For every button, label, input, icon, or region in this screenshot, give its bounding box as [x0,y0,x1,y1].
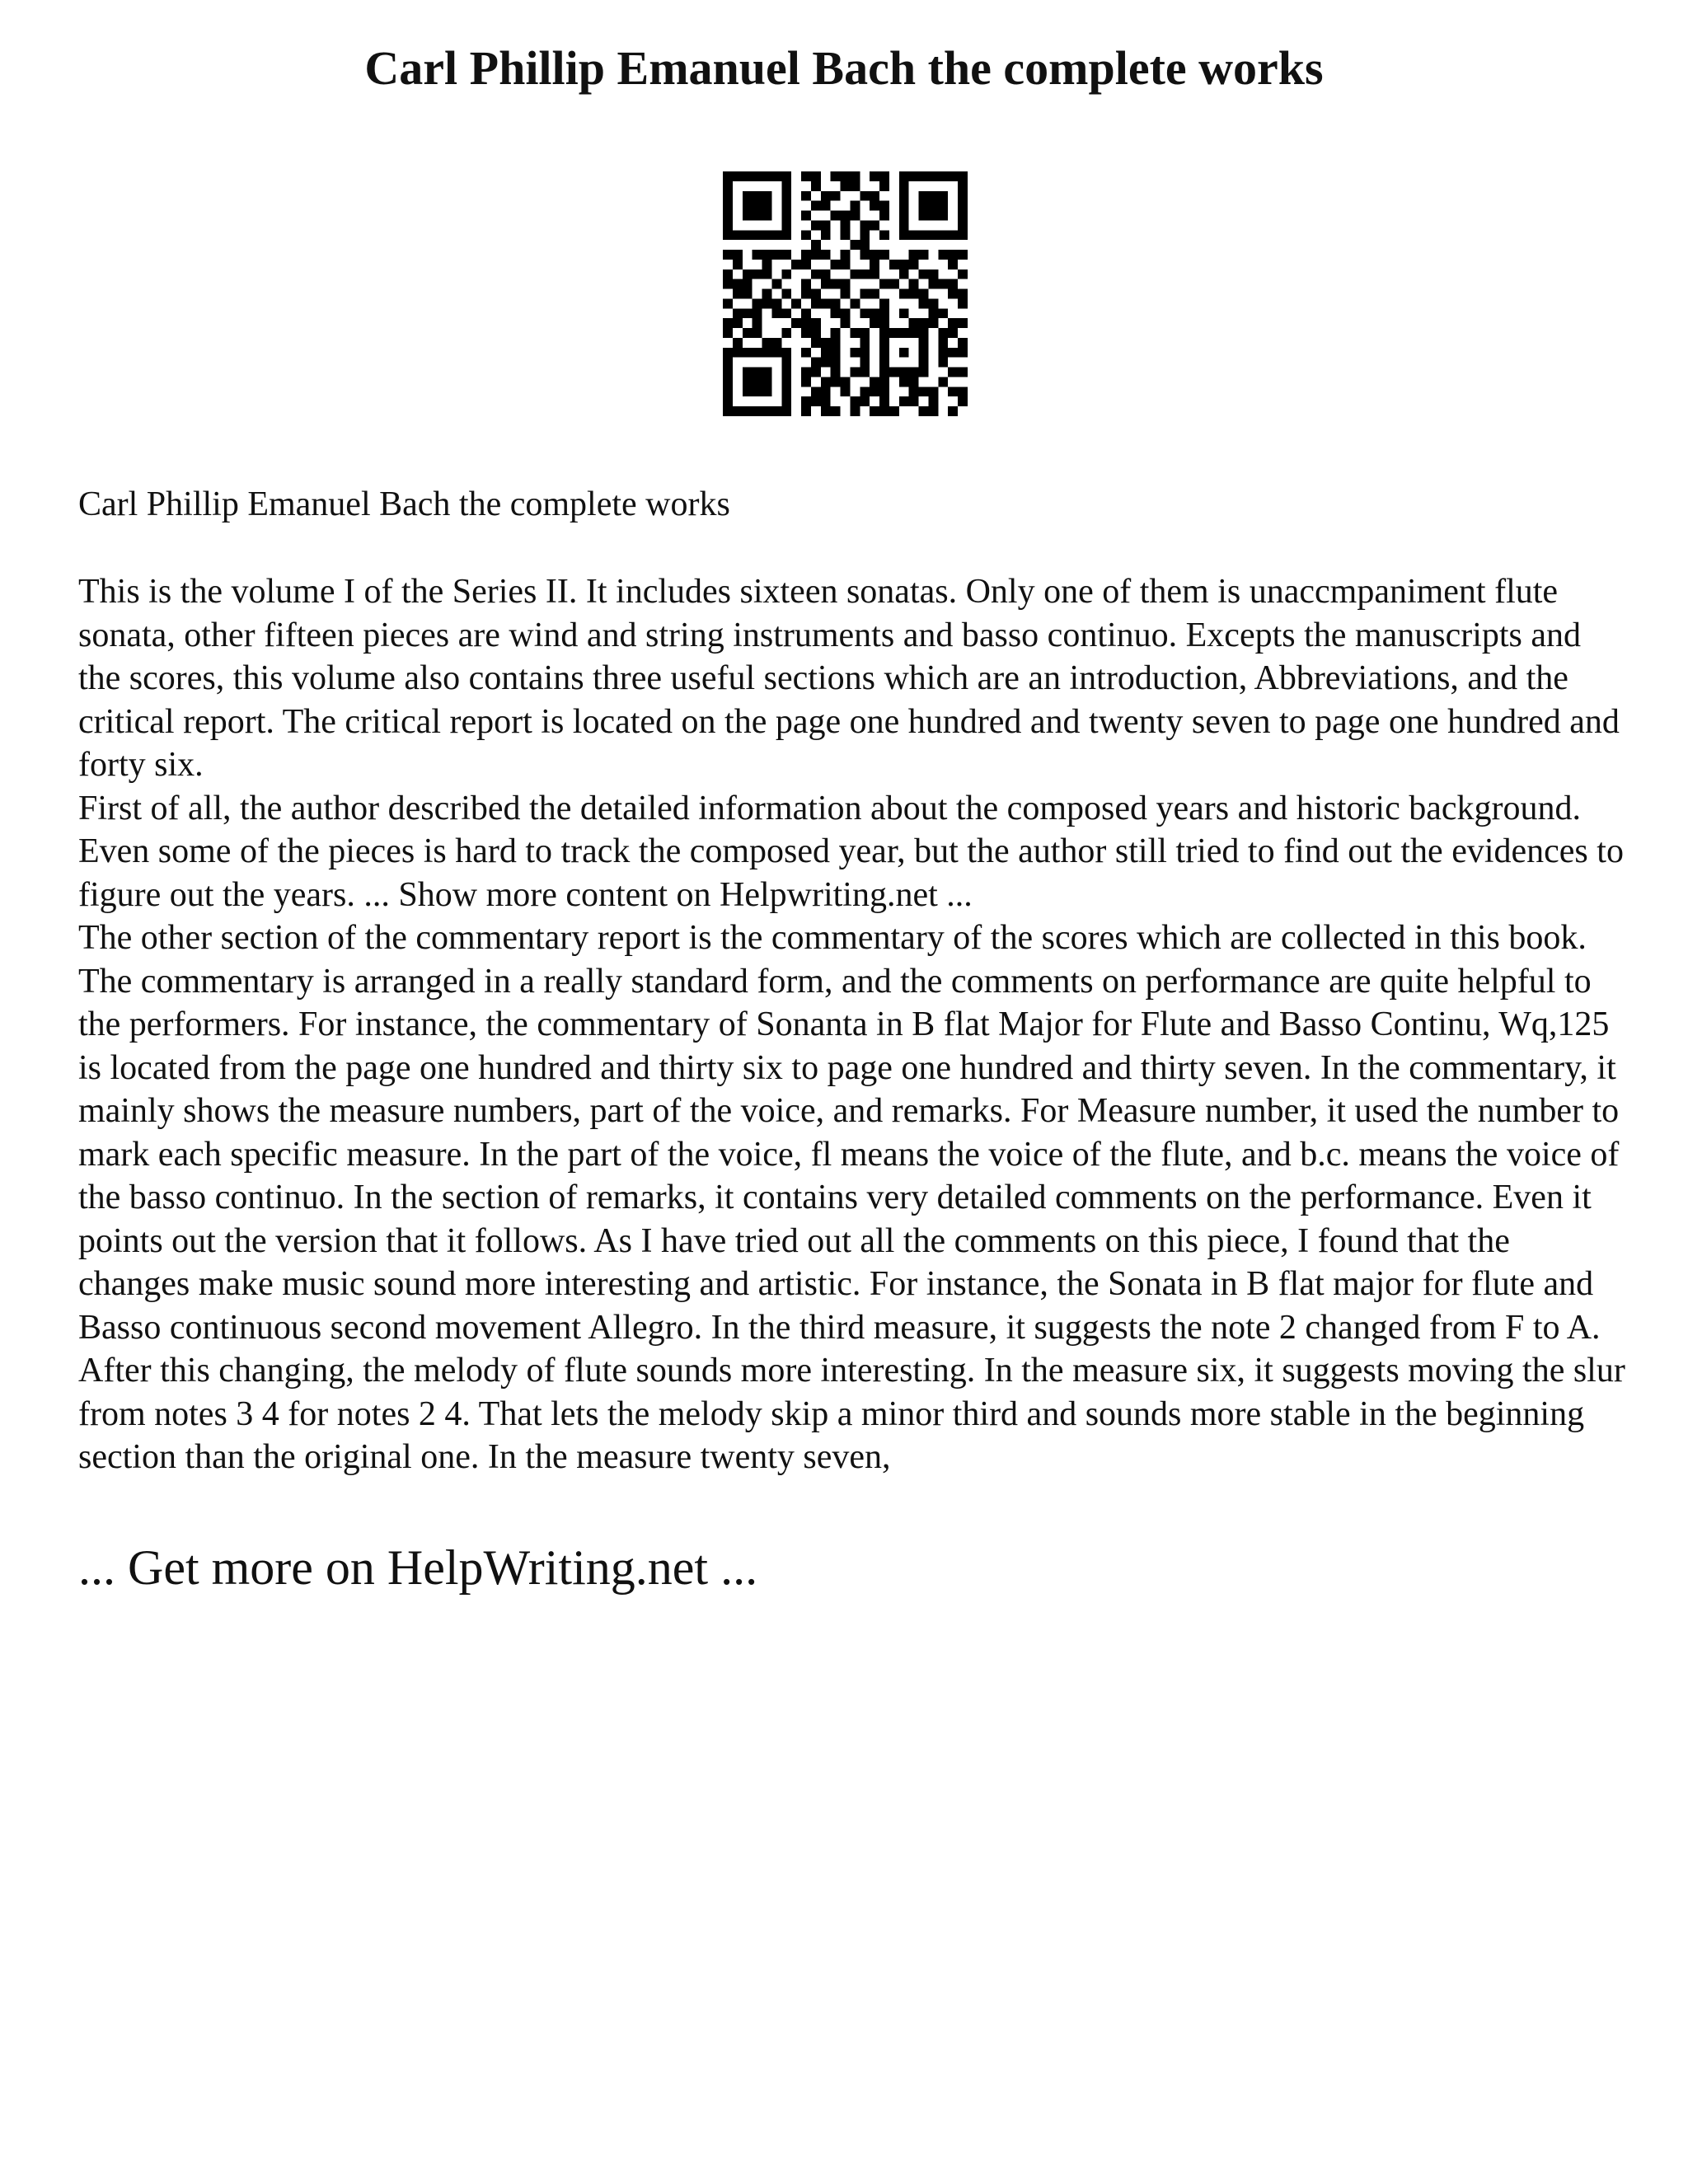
article-body [78,570,1628,1479]
paragraph: First of all, the author described the detailed information about the composed years and historic background. Even some of the pieces is hard to track the composed year, but the author still tried to find out the evidences to figure out the years. ... Show more content on Helpwriting.net ... [78,789,1624,914]
qr-code-graphic [723,171,968,416]
paragraph: This is the volume I of the Series II. It includes sixteen sonatas. Only one of them is unaccmpaniment flute sonata, other fifteen pieces are wind and string instruments and basso continuo. Excepts the manuscripts and the scores, this volume also contains three useful sections which are an introduction, Abbreviations, and the critical report. The critical report is located on the page one hundred and twenty seven to page one hundred and forty six. [78,573,1620,784]
qr-code-icon [723,171,968,416]
paragraph: The other section of the commentary report is the commentary of the scores which are collected in this book. The commentary is arranged in a really standard form, and the comments on performance are quite helpful to the performers. For instance, the commentary of Sonanta in B flat Major for Flute and Basso Continu, Wq,125 is located from the page one hundred and thirty six to page one hundred and thirty seven. In the commentary, it mainly shows the measure numbers, part of the voice, and remarks. For Measure number, it used the number to mark each specific measure. In the part of the voice, fl means the voice of the flute, and b.c. means the voice of the basso continuo. In the section of remarks, it contains very detailed comments on the performance. Even it points out the version that it follows. As I have tried out all the comments on this piece, I found that the changes make music sound more interesting and artistic. For instance, the Sonata in B flat major for flute and Basso continuous second movement Allegro. In the third measure, it suggests the note 2 changed from F to A. After this changing, the melody of flute sounds more interesting. In the measure six, it suggests moving the slur from notes 3 4 for notes 2 4. That lets the melody skip a minor third and sounds more stable in the beginning section than the original one. In the measure twenty seven, [78,919,1625,1476]
document-subtitle: Carl Phillip Emanuel Bach the complete works [78,485,730,523]
get-more-link[interactable]: ... Get more on HelpWriting.net ... [78,1540,758,1595]
page-title: Carl Phillip Emanuel Bach the complete works [364,41,1324,95]
